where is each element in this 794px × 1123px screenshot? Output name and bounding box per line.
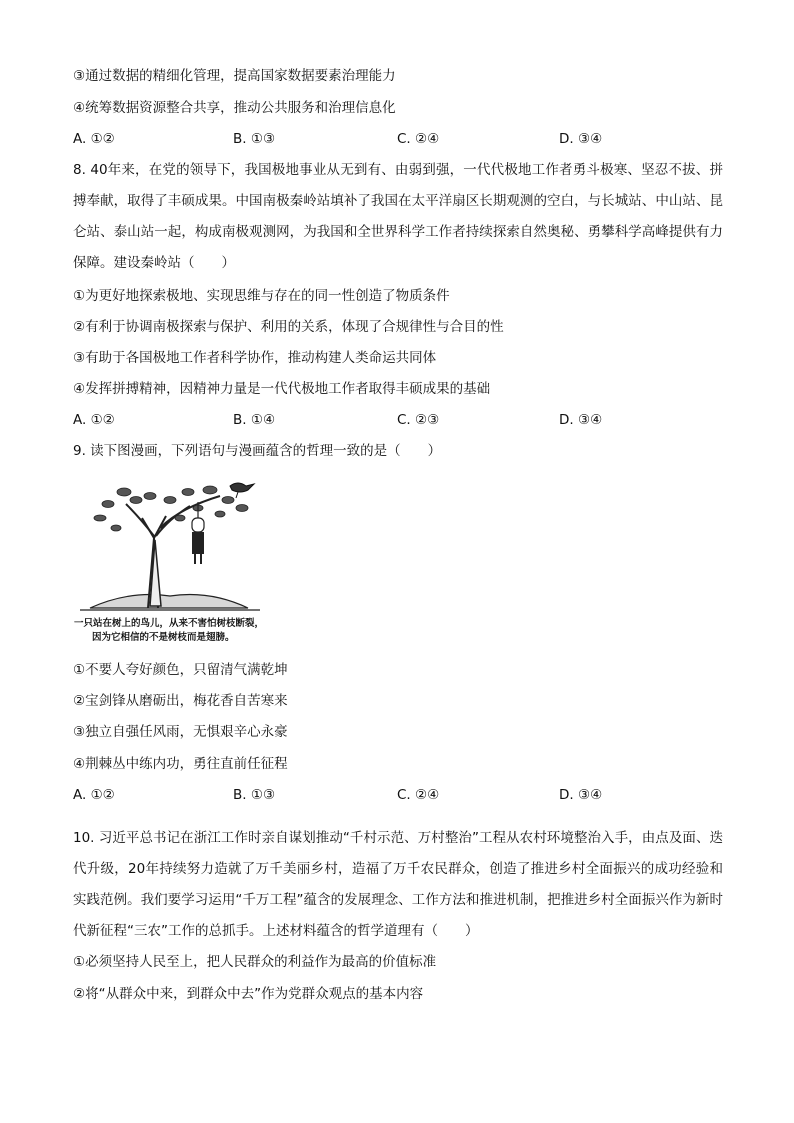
q8-option-b[interactable]: B. ①④ [233, 412, 276, 428]
q7-option-a[interactable]: A. ①② [73, 131, 115, 147]
q8-item-3: ③有助于各国极地工作者科学协作，推动构建人类命运共同体 [73, 350, 437, 366]
q9-options [73, 786, 673, 804]
q9-option-b[interactable]: B. ①③ [233, 787, 276, 803]
q8-item-4: ④发挥拼搏精神，因精神力量是一代代极地工作者取得丰硕成果的基础 [73, 381, 491, 397]
q9-option-c[interactable]: C. ②④ [397, 787, 440, 803]
q7-item-4: ④统筹数据资源整合共享，推动公共服务和治理信息化 [73, 100, 396, 116]
q7-option-d[interactable]: D. ③④ [559, 131, 603, 147]
cartoon-caption-line-1: 一只站在树上的鸟儿，从来不害怕树枝断裂， [74, 618, 265, 629]
q8-option-a[interactable]: A. ①② [73, 412, 115, 428]
q8-options [73, 411, 673, 429]
q9-item-2: ②宝剑锋从磨砺出，梅花香自苦寒来 [73, 693, 288, 709]
q9-stem: 9. 读下图漫画，下列语句与漫画蕴含的哲理一致的是（ ） [73, 443, 442, 459]
q10-item-1: ①必须坚持人民至上，把人民群众的利益作为最高的价值标准 [73, 954, 437, 970]
q7-item-3: ③通过数据的精细化管理，提高国家数据要素治理能力 [73, 68, 396, 84]
q8-option-d[interactable]: D. ③④ [559, 412, 603, 428]
q8-item-2: ②有利于协调南极探索与保护、利用的关系，体现了合规律性与合目的性 [73, 319, 504, 335]
q7-options [73, 130, 673, 148]
q8-option-c[interactable]: C. ②③ [397, 412, 440, 428]
q7-option-b[interactable]: B. ①③ [233, 131, 276, 147]
q7-option-c[interactable]: C. ②④ [397, 131, 440, 147]
q8-item-1: ①为更好地探索极地、实现思维与存在的同一性创造了物质条件 [73, 288, 450, 304]
cartoon-caption-line-2: 因为它相信的不是树枝而是翅膀。 [92, 632, 235, 643]
q9-option-a[interactable]: A. ①② [73, 787, 115, 803]
q9-item-1: ①不要人夸好颜色，只留清气满乾坤 [73, 662, 288, 678]
q10-stem: 10. 习近平总书记在浙江工作时亲自谋划推动“千村示范、万村整治”工程从农村环境整治入手，由点及面、迭代升级，20年持续努力造就了万千美丽乡村，造福了万千农民群众，创造了推进乡村全面振兴的成功经验和实践范例。我们要学习运用“千万工程”蕴含的发展理念、工作方法和推进机制，把推进乡村全面振兴作为新时代新征程“三农”工作的总抓手。上述材料蕴含的哲学道理有（ ） [73, 830, 723, 939]
q9-item-4: ④荆棘丛中练内功，勇往直前任征程 [73, 756, 288, 772]
bird-on-branch-cartoon [70, 478, 285, 648]
q9-option-d[interactable]: D. ③④ [559, 787, 603, 803]
q10-item-2: ②将“从群众中来，到群众中去”作为党群众观点的基本内容 [73, 986, 424, 1002]
q9-item-3: ③独立自强任风雨，无惧艰辛心永豪 [73, 724, 288, 740]
q8-stem: 8. 40年来，在党的领导下，我国极地事业从无到有、由弱到强，一代代极地工作者勇斗极寒、坚忍不拔、拼搏奉献，取得了丰硕成果。中国南极秦岭站填补了我国在太平洋扇区长期观测的空白，与长城站、中山站、昆仑站、泰山站一起，构成南极观测网，为我国和全世界科学工作者持续探索自然奥秘、勇攀科学高峰提供有力保障。建设秦岭站（ ） [73, 162, 723, 271]
